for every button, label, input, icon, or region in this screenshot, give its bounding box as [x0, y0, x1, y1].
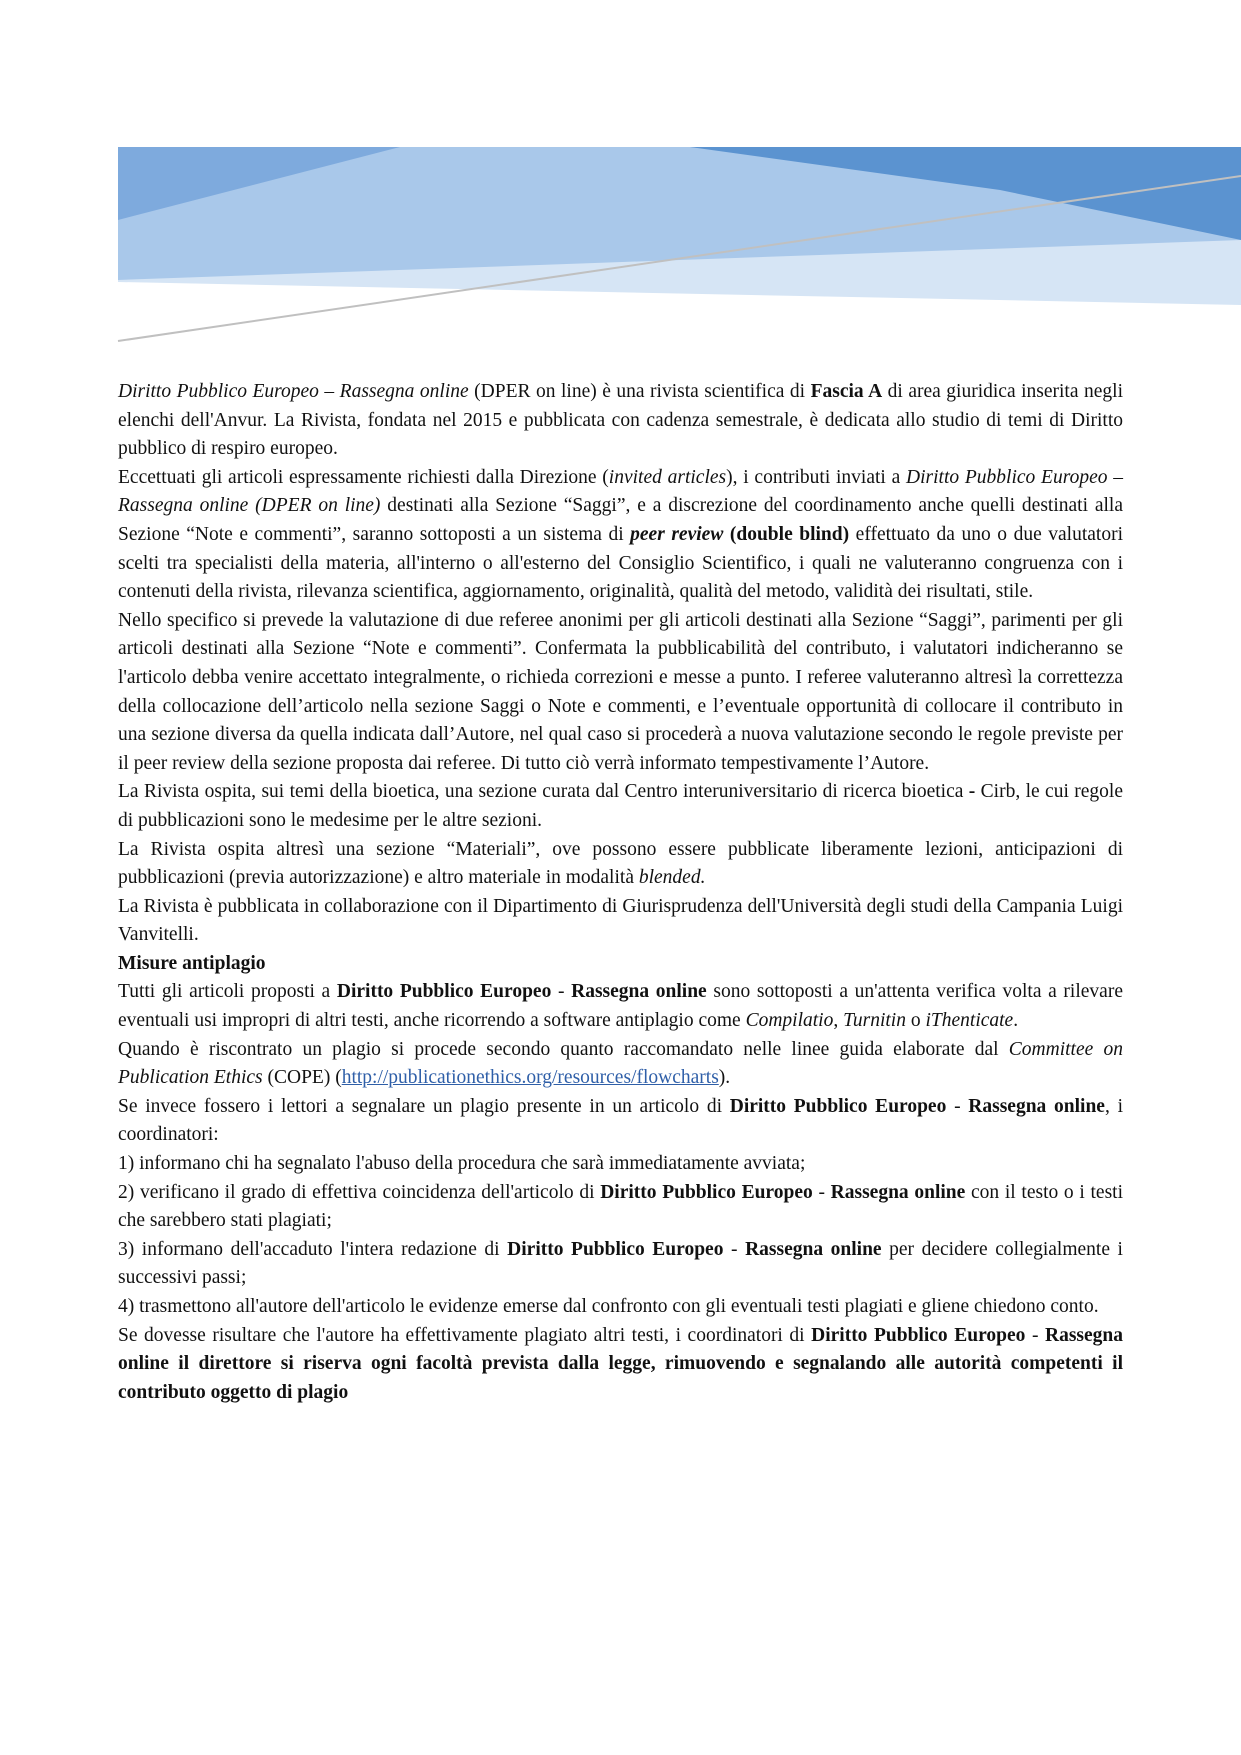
referees-paragraph: Nello specifico si prevede la valutazione di due referee anonimi per gli articoli destinati alla Sezione “Saggi”, parimenti per gli articoli destinati alla Sezione “Note e commenti”. Confermata la pubblicabilità del contributo, i valutatori indicheranno se l'articolo debba venire accettato integralmente, o richieda correzioni e messe a punto. I referee valuteranno altresì la correttezza della collocazione dell’articolo nella sezione Saggi o Note e commenti, e l’eventuale opportunità di collocare il contributo in una sezione diversa da quella indicata dall’Autore, nel qual caso si procederà a nuova valutazione secondo le regole previste per il peer review della sezione proposta dai referee. Di tutto ciò verrà informato tempestivamente l’Autore. [118, 609, 1123, 774]
intro-paragraph: Diritto Pubblico Europeo – Rassegna online (DPER on line) è una rivista scientifica di Fascia A di area giuridica inserita negli elenchi dell'Anvur. La Rivista, fondata nel 2015 e pubblicata con cadenza semestrale, è dedicata allo studio di temi di Diritto pubblico di respiro europeo. [118, 381, 1123, 460]
list-item: 1) informano chi ha segnalato l'abuso della procedura che sarà immediatamente avviata; [118, 1153, 806, 1175]
bioetica-paragraph: La Rivista ospita, sui temi della bioetica, una sezione curata dal Centro interuniversitario di ricerca bioetica - Cirb, le cui regole di pubblicazioni sono le medesime per le altre sezioni. [118, 781, 1123, 831]
antiplagio-intro: Tutti gli articoli proposti a Diritto Pubblico Europeo - Rassegna online sono sottoposti a un'attenta verifica volta a rilevare eventuali usi impropri di altri testi, anche ricorrendo a software antiplagio come Compilatio, Turnitin o iThenticate. [118, 981, 1123, 1032]
header-banner [0, 0, 1241, 350]
peer-review-paragraph: Eccettuati gli articoli espressamente richiesti dalla Direzione (invited articles), i contributi inviati a Diritto Pubblico Europeo – Rassegna online (DPER on line) destinati alla Sezione “Saggi”, e a discrezione del coordinamento anche quelli destinati alla Sezione “Note e commenti”, saranno sottoposti a un sistema di peer review (double blind) effettuato da uno o due valutatori scelti tra specialisti della materia, all'interno o all'esterno del Consiglio Scientifico, i quali ne valuteranno congruenza con i contenuti della rivista, rilevanza scientifica, aggiornamento, originalità, qualità del metodo, validità dei risultati, stile. [118, 466, 1123, 603]
list-item: 3) informano dell'accaduto l'intera redazione di Diritto Pubblico Europeo - Rassegna online per decidere collegialmente i successivi passi; [118, 1238, 1123, 1289]
antiplagio-heading: Misure antiplagio [118, 952, 266, 974]
document-body [118, 378, 1123, 1407]
cope-flowcharts-link[interactable]: http://publicationethics.org/resources/flowcharts [341, 1067, 719, 1089]
readers-report-paragraph: Se invece fossero i lettori a segnalare un plagio presente in un articolo di Diritto Pubblico Europeo - Rassegna online, i coordinatori: [118, 1095, 1123, 1146]
list-item: 2) verificano il grado di effettiva coincidenza dell'articolo di Diritto Pubblico Europeo - Rassegna online con il testo o i testi che sarebbero stati plagiati; [118, 1181, 1124, 1232]
collaboration-paragraph: La Rivista è pubblicata in collaborazione con il Dipartimento di Giurisprudenza dell'Università degli studi della Campania Luigi Vanvitelli. [118, 895, 1123, 946]
materiali-paragraph: La Rivista ospita altresì una sezione “Materiali”, ove possono essere pubblicate liberamente lezioni, anticipazioni di pubblicazioni (previa autorizzazione) e altro materiale in modalità blended. [118, 838, 1123, 889]
list-item: 4) trasmettono all'autore dell'articolo le evidenze emerse dal confronto con gli eventuali testi plagiati e gliene chiedono conto. [118, 1296, 1099, 1317]
cope-paragraph: Quando è riscontrato un plagio si procede secondo quanto raccomandato nelle linee guida elaborate dal Committee on Publication Ethics (COPE) (http://publicationethics.org/resources/flowcharts). [118, 1038, 1124, 1089]
closing-paragraph: Se dovesse risultare che l'autore ha effettivamente plagiato altri testi, i coordinatori di Diritto Pubblico Europeo - Rassegna online il direttore si riserva ogni facoltà prevista dalla legge, rimuovendo e segnalando alle autorità competenti il contributo oggetto di plagio [118, 1324, 1124, 1403]
